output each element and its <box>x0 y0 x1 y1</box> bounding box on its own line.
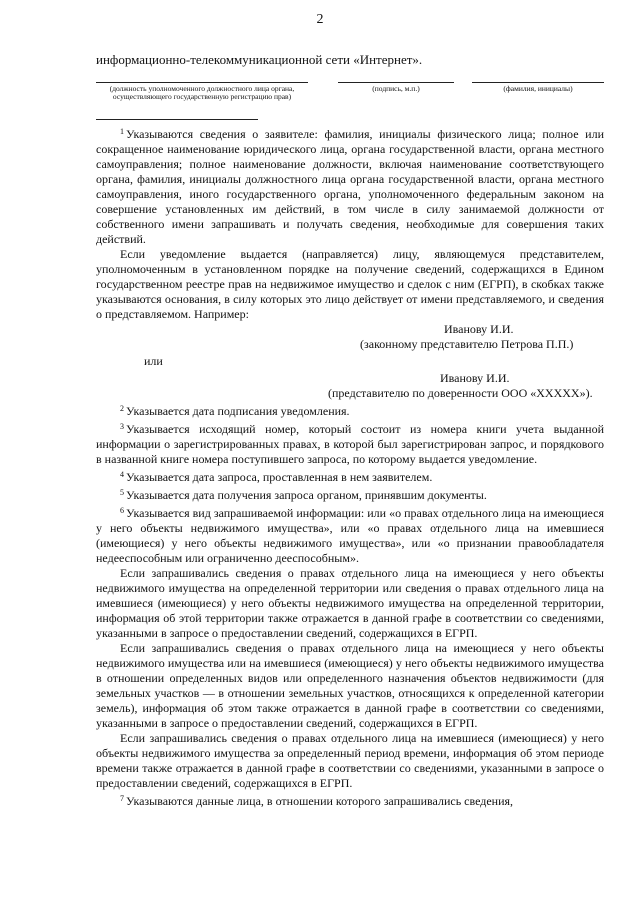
example-name-1: Иванову И.И. <box>444 322 514 336</box>
intro-line: информационно-телекоммуникационной сети «Интернет». <box>96 52 423 67</box>
position-caption-line1: (должность уполномоченного должностного лица органа, <box>109 84 295 93</box>
example-name-2: Иванову И.И. <box>440 371 510 385</box>
footnote-marker: 1 <box>120 127 124 136</box>
example-role-1: (законному представителю Петрова П.П.) <box>360 337 574 351</box>
footnote-text: Указывается дата подписания уведомления. <box>126 404 350 418</box>
footnote-marker: 7 <box>120 794 124 803</box>
footnote-6-paragraph-2: Если запрашивались сведения о правах отдельного лица на имеющиеся у него объекты недвижимого имущества на определенной территории или сведения о правах отдельного лица на имевшиеся (имеющиеся) у него объекты недвижимого имущества на определенной территории, информация об этой территории также отражается в данной графе в соответствии со сведениями, указанными в запросе о предоставлении сведений, содержащихся в ЕГРП. <box>96 566 604 640</box>
footnote-marker: 2 <box>120 404 124 413</box>
footnote-2 <box>96 401 604 419</box>
signature-caption: (подпись, м.п.) <box>372 84 420 93</box>
name-signature-line <box>472 82 604 83</box>
signature-block <box>96 82 604 104</box>
name-caption: (фамилия, инициалы) <box>503 84 573 93</box>
footnote-4 <box>96 467 604 485</box>
footnote-marker: 3 <box>120 422 124 431</box>
example-role-2: (представителю по доверенности ООО «XXXXX»). <box>328 386 593 400</box>
footnote-6-paragraph-4: Если запрашивались сведения о правах отдельного лица на имевшиеся (имеющиеся) у него объекты недвижимого имущества за определенный период времени, информация об этом периоде времени также отражается в данной графе в соответствии со сведениями, указанными в запросе о предоставлении сведений, содержащихся в ЕГРП. <box>96 731 604 790</box>
footnote-text: Указываются сведения о заявителе: фамилия, инициалы физического лица; полное или сокращенное наименование юридического лица, органа государственной власти, органа местного самоуправления; полное наименование должности, включая наименование соответствующего органа, фамилия, инициалы должностного лица органа государственной власти, органа местного самоуправления, иного государственного органа, уполномоченного федеральным законом на совершение установленных им действий, в том числе в силу занимаемой должности от собственного имени запрашивать и получать сведения, необходимые для совершения таких действий. <box>96 127 604 246</box>
footnote-text: Указывается исходящий номер, который состоит из номера книги учета выданной информации о зарегистрированных правах, в которой был зарегистрирован запрос, и порядкового в названной книге номера поступившего запроса, по которому выдается уведомление. <box>96 422 604 466</box>
footnote-7 <box>96 791 604 809</box>
footnote-5 <box>96 485 604 503</box>
position-signature-line <box>96 82 308 83</box>
footnote-6 <box>96 503 604 566</box>
footnote-marker: 5 <box>120 488 124 497</box>
footnote-1-paragraph-2: Если уведомление выдается (направляется) лицу, являющемуся представителем, уполномоченным в установленном порядке на получение сведений, содержащихся в Едином государственном реестре прав на недвижимое имущество и сделок с ним (ЕГРП), в скобках также указываются основания, в силу которых это лицо действует от имени представляемого, и сведения о представляемом. Например: <box>96 247 604 321</box>
footnote-6-paragraph-3: Если запрашивались сведения о правах отдельного лица на имеющиеся у него объекты недвижимого имущества или на имевшиеся (имеющиеся) у него объекты недвижимого имущества в отношении определенных видов или определенного назначения объектов недвижимости (для земельных участков — в отношении земельных участков, относящихся к определенной категории земель), информация об этом также отражается в данной графе в соответствии со сведениями, указанными в запросе о предоставлении сведений, содержащихся в ЕГРП. <box>96 641 604 730</box>
footnote-text: Указывается вид запрашиваемой информации: или «о правах отдельного лица на имеющиеся у него объекты недвижимого имущества», или «о правах отдельного лица на имевшиеся (имеющиеся) у него объекты недвижимого имущества», или «о признании правообладателя недееспособным или ограниченно дееспособным». <box>96 506 604 565</box>
footnote-text: Указывается дата запроса, проставленная в нем заявителем. <box>126 470 433 484</box>
position-caption <box>96 85 308 101</box>
footnote-text: Указывается дата получения запроса органом, принявшим документы. <box>126 488 487 502</box>
footnote-1 <box>96 124 604 247</box>
page-number: 2 <box>316 12 324 27</box>
position-caption-line2: осуществляющего государственную регистрацию прав) <box>112 92 292 101</box>
example-or: или <box>144 354 163 368</box>
footnote-3 <box>96 419 604 467</box>
footnote-marker: 4 <box>120 470 124 479</box>
footnote-separator <box>96 119 258 120</box>
signature-line <box>338 82 454 83</box>
footnote-marker: 6 <box>120 506 124 515</box>
footnote-text: Указываются данные лица, в отношении которого запрашивались сведения, <box>126 794 514 808</box>
footnotes <box>96 124 604 809</box>
